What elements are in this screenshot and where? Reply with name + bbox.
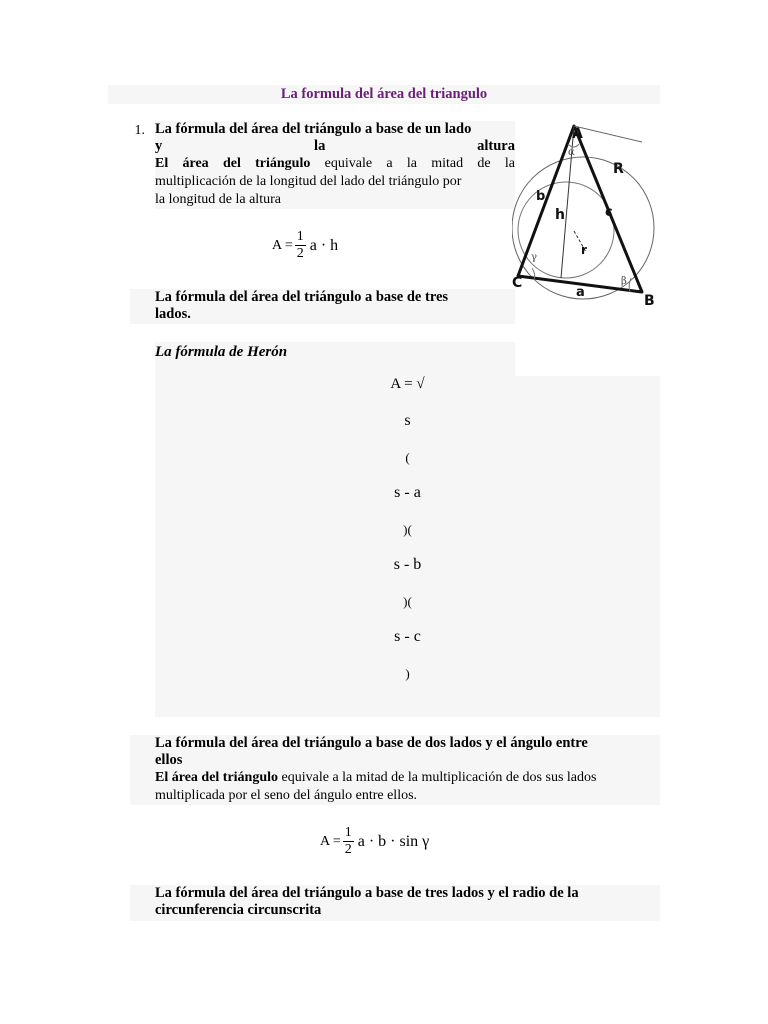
item-1-desc-text: equivale a la mitad de la (324, 156, 515, 171)
fraction-one-half (343, 825, 354, 858)
side-label-b: b (536, 189, 546, 204)
fraction-one-half (295, 229, 306, 262)
heron-term: s - a (394, 484, 421, 501)
item-1-description-line1 (155, 155, 515, 173)
heron-subheading-block (155, 342, 515, 376)
heron-sqrt: A = √ (390, 376, 425, 392)
formula-lhs: A = (320, 833, 341, 849)
side-label-c: c (605, 205, 613, 220)
heron-paren: ) (405, 666, 410, 681)
item-3-block (130, 735, 660, 805)
heron-paren: )( (403, 522, 412, 537)
page-title: La formula del área del triangulo (108, 85, 660, 104)
item-4-heading: La fórmula del área del triángulo a base de tres lados y el radio de la (155, 885, 579, 901)
incircle (518, 182, 614, 278)
heron-formula-box (155, 376, 660, 717)
item-2-heading: La fórmula del área del triángulo a base de tres (155, 289, 449, 305)
side-label-a: a (576, 285, 585, 300)
height-label: h (555, 207, 565, 223)
vertex-label-a: A (572, 126, 583, 142)
item-1-description-line2: multiplicación de la longitud del lado del triángulo por (155, 174, 462, 189)
item-3-heading: La fórmula del área del triángulo a base de dos lados y el ángulo entre (155, 735, 588, 751)
item-3-description-line1 (155, 769, 660, 787)
heron-term: s - c (394, 628, 421, 645)
item-2-heading-line2: lados. (155, 306, 191, 322)
formula-lhs: A = (272, 237, 293, 253)
item-1-heading: La fórmula del área del triángulo a base de un lado (155, 121, 472, 137)
angle-gamma-label: γ (531, 252, 537, 263)
item-3-description-line2: multiplicada por el seno del ángulo entre ellos. (155, 788, 418, 803)
triangle-diagram (512, 118, 662, 343)
item-3-desc-text: equivale a la mitad de la multiplicación de dos sus lados (281, 770, 597, 785)
item-1-description-line3: la longitud de la altura (155, 192, 281, 207)
item-1-heading-line2 (155, 138, 515, 155)
item-4-block (130, 885, 660, 921)
heron-paren: ( (405, 450, 410, 465)
fraction-numerator: 1 (296, 229, 304, 244)
item-2-heading-block (130, 289, 515, 324)
formula-triangle-area-1 (272, 229, 338, 262)
heron-term: s (404, 412, 411, 429)
formula-rhs: a · h (309, 236, 339, 254)
triangle-shape (518, 126, 642, 292)
item-1-heading-word: altura (477, 138, 515, 154)
formula-rhs: a · b · sin γ (357, 832, 430, 850)
fraction-denominator: 2 (296, 246, 304, 261)
item-4-heading-line2: circunferencia circunscrita (155, 902, 322, 918)
fraction-numerator: 1 (344, 825, 352, 840)
heron-term: s - b (393, 556, 422, 573)
heron-subheading: La fórmula de Herón (155, 344, 288, 360)
inradius-label: r (581, 243, 587, 257)
angle-beta-label: β (621, 276, 627, 287)
item-1-desc-bold: El área del triángulo (155, 156, 311, 171)
fraction-denominator: 2 (344, 842, 352, 857)
item-1-number: 1. (134, 123, 145, 138)
circumradius-line (574, 126, 642, 142)
formula-triangle-area-3 (320, 825, 429, 858)
vertex-label-b: B (644, 293, 655, 309)
item-1-heading-word: la (314, 138, 326, 154)
circumradius-label: R (613, 161, 624, 177)
vertex-label-c: C (512, 275, 523, 291)
item-3-desc-bold: El área del triángulo (155, 770, 279, 785)
angle-alpha-label: α (568, 147, 575, 158)
item-1-block (155, 121, 515, 209)
item-3-heading-line2: ellos (155, 752, 183, 768)
heron-paren: )( (403, 594, 412, 609)
item-1-heading-word: y (155, 138, 163, 154)
